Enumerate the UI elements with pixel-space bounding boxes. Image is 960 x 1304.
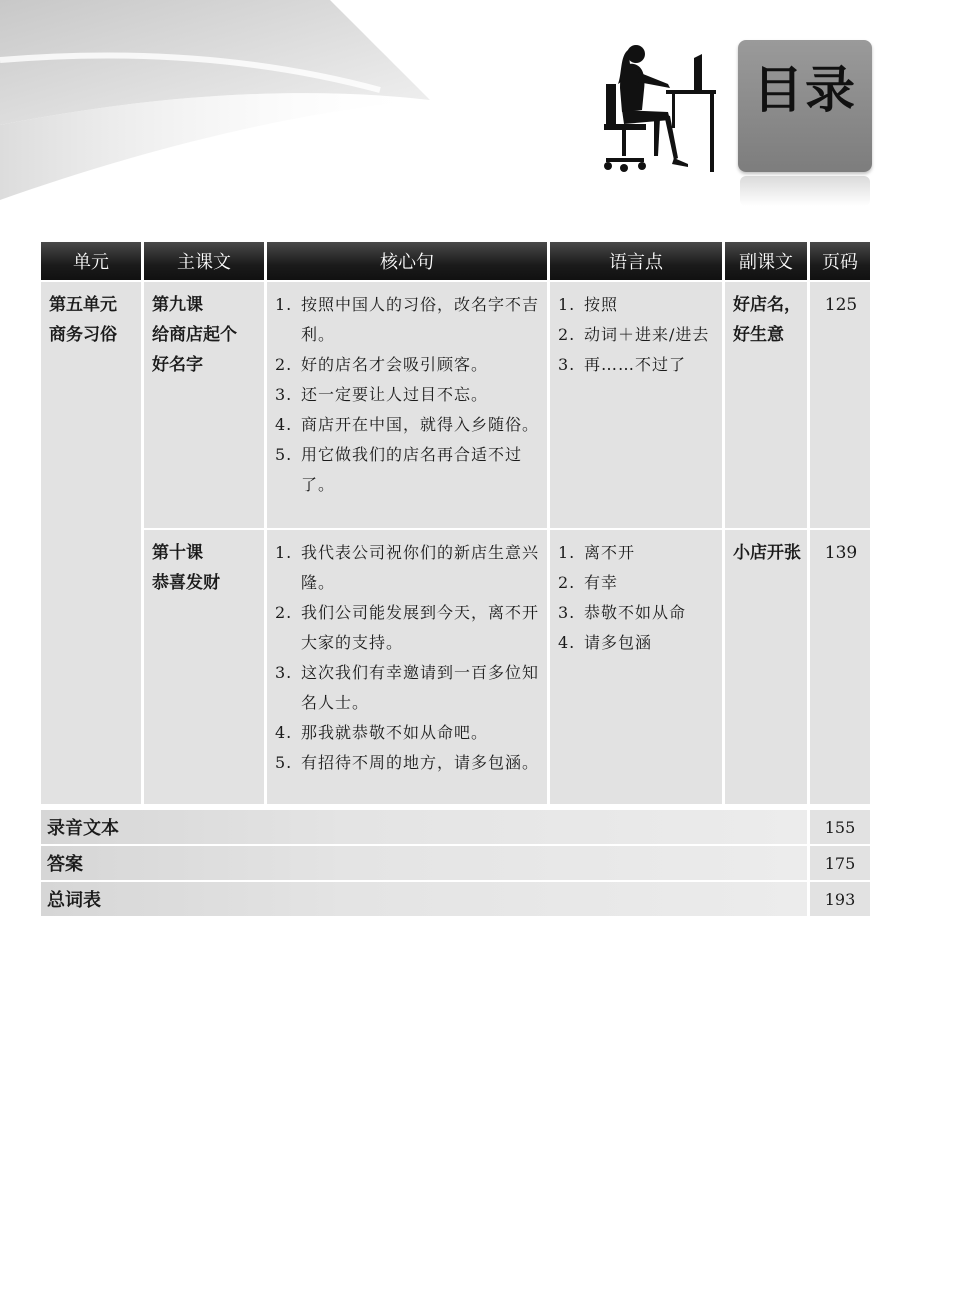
appendix-table xyxy=(38,808,873,918)
woman-at-computer-icon xyxy=(598,40,728,175)
title-reflection xyxy=(740,176,870,206)
item-text: 有招待不周的地方，请多包涵。 xyxy=(301,753,540,772)
language-point-list xyxy=(558,290,716,380)
item-number: 3. xyxy=(275,385,293,404)
item-text: 有幸 xyxy=(584,573,619,592)
item-number: 5. xyxy=(275,753,293,772)
list-item xyxy=(558,320,716,350)
page-number: 175 xyxy=(810,846,870,880)
item-number: 1. xyxy=(275,543,293,562)
list-item xyxy=(275,718,541,748)
lesson-cell xyxy=(144,282,264,528)
list-item xyxy=(558,598,716,628)
table-row xyxy=(41,846,870,880)
item-text: 我们公司能发展到今天，离不开大家的支持。 xyxy=(301,603,540,652)
core-sentences-cell xyxy=(267,530,547,804)
lesson-cell xyxy=(144,530,264,804)
core-sentences-cell xyxy=(267,282,547,528)
toc-table xyxy=(38,240,873,806)
col-header-unit: 单元 xyxy=(41,242,141,280)
item-number: 2. xyxy=(558,325,576,344)
list-item xyxy=(275,440,541,500)
lesson-number: 第十课 xyxy=(152,543,203,563)
col-header-sub-text: 副课文 xyxy=(725,242,807,280)
page-number: 155 xyxy=(810,810,870,844)
item-text: 动词＋进来/进去 xyxy=(584,325,710,344)
sub-text-cell: 好店名，好生意 xyxy=(725,282,807,528)
page-number: 193 xyxy=(810,882,870,916)
item-number: 4. xyxy=(275,723,293,742)
lesson-number: 第九课 xyxy=(152,295,203,315)
table-row xyxy=(41,810,870,844)
lesson-title-line: 给商店起个 xyxy=(152,325,237,345)
col-header-language-points: 语言点 xyxy=(550,242,722,280)
item-number: 2. xyxy=(275,355,293,374)
item-number: 1. xyxy=(558,295,576,314)
table-row xyxy=(41,530,870,804)
item-number: 2. xyxy=(558,573,576,592)
item-number: 3. xyxy=(558,355,576,374)
appendix-label: 总词表 xyxy=(41,882,807,916)
lesson-title-line: 恭喜发财 xyxy=(152,573,220,593)
list-item xyxy=(275,350,541,380)
page-title: 目录 xyxy=(753,61,857,119)
item-text: 用它做我们的店名再合适不过了。 xyxy=(301,445,523,494)
unit-number: 第五单元 xyxy=(49,295,117,315)
sub-text-cell: 小店开张 xyxy=(725,530,807,804)
col-header-main-text: 主课文 xyxy=(144,242,264,280)
col-header-page: 页码 xyxy=(810,242,870,280)
item-text: 商店开在中国，就得入乡随俗。 xyxy=(301,415,540,434)
col-header-core-sentences: 核心句 xyxy=(267,242,547,280)
table-row xyxy=(41,882,870,916)
item-number: 1. xyxy=(558,543,576,562)
item-text: 按照中国人的习俗，改名字不吉利。 xyxy=(301,295,540,344)
item-number: 3. xyxy=(275,663,293,682)
item-number: 1. xyxy=(275,295,293,314)
table-row xyxy=(41,282,870,528)
item-number: 4. xyxy=(558,633,576,652)
list-item xyxy=(275,410,541,440)
unit-cell xyxy=(41,282,141,804)
item-text: 恭敬不如从命 xyxy=(584,603,687,622)
language-point-list xyxy=(558,538,716,658)
item-text: 我代表公司祝你们的新店生意兴隆。 xyxy=(301,543,540,592)
list-item xyxy=(558,350,716,380)
list-item xyxy=(275,658,541,718)
item-number: 5. xyxy=(275,445,293,464)
lesson-title-line: 好名字 xyxy=(152,355,203,375)
list-item xyxy=(558,538,716,568)
item-text: 那我就恭敬不如从命吧。 xyxy=(301,723,489,742)
item-number: 4. xyxy=(275,415,293,434)
language-points-cell xyxy=(550,282,722,528)
item-number: 3. xyxy=(558,603,576,622)
list-item xyxy=(558,290,716,320)
language-points-cell xyxy=(550,530,722,804)
item-text: 按照 xyxy=(584,295,619,314)
list-item xyxy=(275,290,541,350)
core-sentence-list xyxy=(275,538,541,778)
item-text: 这次我们有幸邀请到一百多位知名人士。 xyxy=(301,663,540,712)
page-title-box xyxy=(738,40,872,172)
item-number: 2. xyxy=(275,603,293,622)
list-item xyxy=(275,748,541,778)
list-item xyxy=(275,538,541,598)
item-text: 还一定要让人过目不忘。 xyxy=(301,385,489,404)
appendix-label: 答案 xyxy=(41,846,807,880)
page-number: 125 xyxy=(810,282,870,528)
item-text: 离不开 xyxy=(584,543,636,562)
toc-header-row xyxy=(41,242,870,280)
page-number: 139 xyxy=(810,530,870,804)
list-item xyxy=(275,598,541,658)
item-text: 请多包涵 xyxy=(584,633,653,652)
list-item xyxy=(558,568,716,598)
appendix-label: 录音文本 xyxy=(41,810,807,844)
list-item xyxy=(275,380,541,410)
list-item xyxy=(558,628,716,658)
unit-title: 商务习俗 xyxy=(49,325,117,345)
item-text: 好的店名才会吸引顾客。 xyxy=(301,355,489,374)
item-text: 再……不过了 xyxy=(584,355,687,374)
core-sentence-list xyxy=(275,290,541,500)
